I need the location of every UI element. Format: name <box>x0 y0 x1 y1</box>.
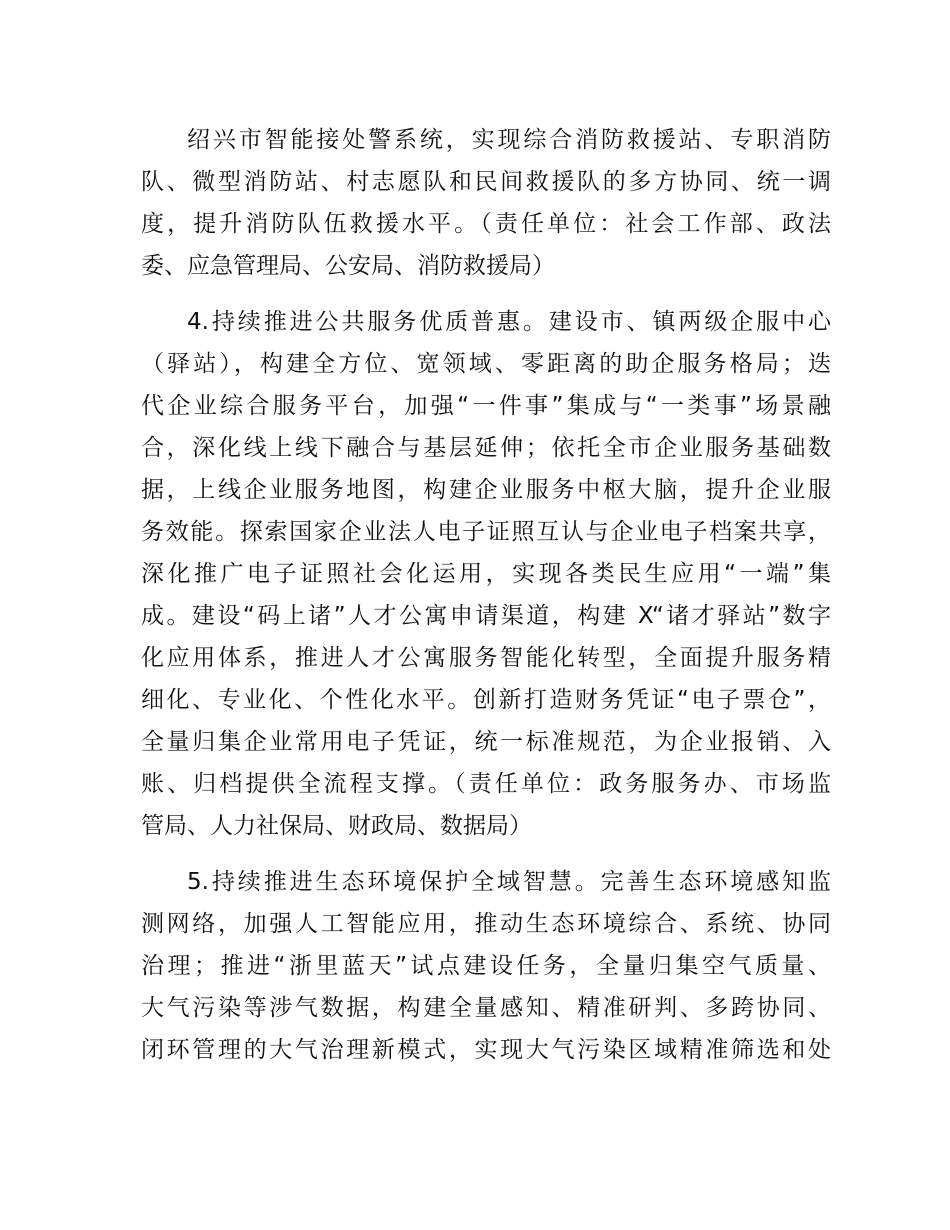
text-line: 治理；推进“浙里蓝天”试点建设任务，全量归集空气质量、 <box>141 953 831 979</box>
text-line: 务效能。探索国家企业法人电子证照互认与企业电子档案共享， <box>141 519 831 545</box>
text-line: 成。建设“码上诸”人才公寓申请渠道，构建 X“诸才驿站”数字 <box>141 603 831 629</box>
text-line: 化应用体系，推进人才公寓服务智能化转型，全面提升服务精 <box>141 645 831 671</box>
text-line: 绍兴市智能接处警系统，实现综合消防救援站、专职消防 <box>187 127 831 153</box>
text-line: 4.持续推进公共服务优质普惠。建设市、镇两级企服中心 <box>187 309 831 335</box>
paragraph-fire-rescue <box>141 119 831 287</box>
text-line: 据，上线企业服务地图，构建企业服务中枢大脑，提升企业服 <box>141 477 831 503</box>
paragraph-public-services <box>141 301 831 847</box>
text-line: 5.持续推进生态环境保护全域智慧。完善生态环境感知监 <box>187 869 831 895</box>
text-line: 深化推广电子证照社会化运用，实现各类民生应用“一端”集 <box>141 561 831 587</box>
text-line: （驿站），构建全方位、宽领域、零距离的助企服务格局；迭 <box>141 351 831 377</box>
text-line: 测网络，加强人工智能应用，推动生态环境综合、系统、协同 <box>141 911 831 937</box>
text-line: 合，深化线上线下融合与基层延伸；依托全市企业服务基础数 <box>141 435 831 461</box>
text-line: 闭环管理的大气治理新模式，实现大气污染区域精准筛选和处 <box>141 1037 831 1063</box>
paragraph-ecology <box>141 861 831 1071</box>
text-line: 队、微型消防站、村志愿队和民间救援队的多方协同、统一调 <box>141 169 831 195</box>
document-body <box>141 119 831 1085</box>
text-line: 委、应急管理局、公安局、消防救援局） <box>141 253 555 279</box>
text-line: 细化、专业化、个性化水平。创新打造财务凭证“电子票仓”， <box>141 687 831 713</box>
text-line: 大气污染等涉气数据，构建全量感知、精准研判、多跨协同、 <box>141 995 831 1021</box>
text-line: 代企业综合服务平台，加强“一件事”集成与“一类事”场景融 <box>141 393 831 419</box>
text-line: 管局、人力社保局、财政局、数据局） <box>141 813 532 839</box>
text-line: 账、归档提供全流程支撑。（责任单位：政务服务办、市场监 <box>141 771 831 797</box>
text-line: 度，提升消防队伍救援水平。（责任单位：社会工作部、政法 <box>141 211 831 237</box>
text-line: 全量归集企业常用电子凭证，统一标准规范，为企业报销、入 <box>141 729 831 755</box>
